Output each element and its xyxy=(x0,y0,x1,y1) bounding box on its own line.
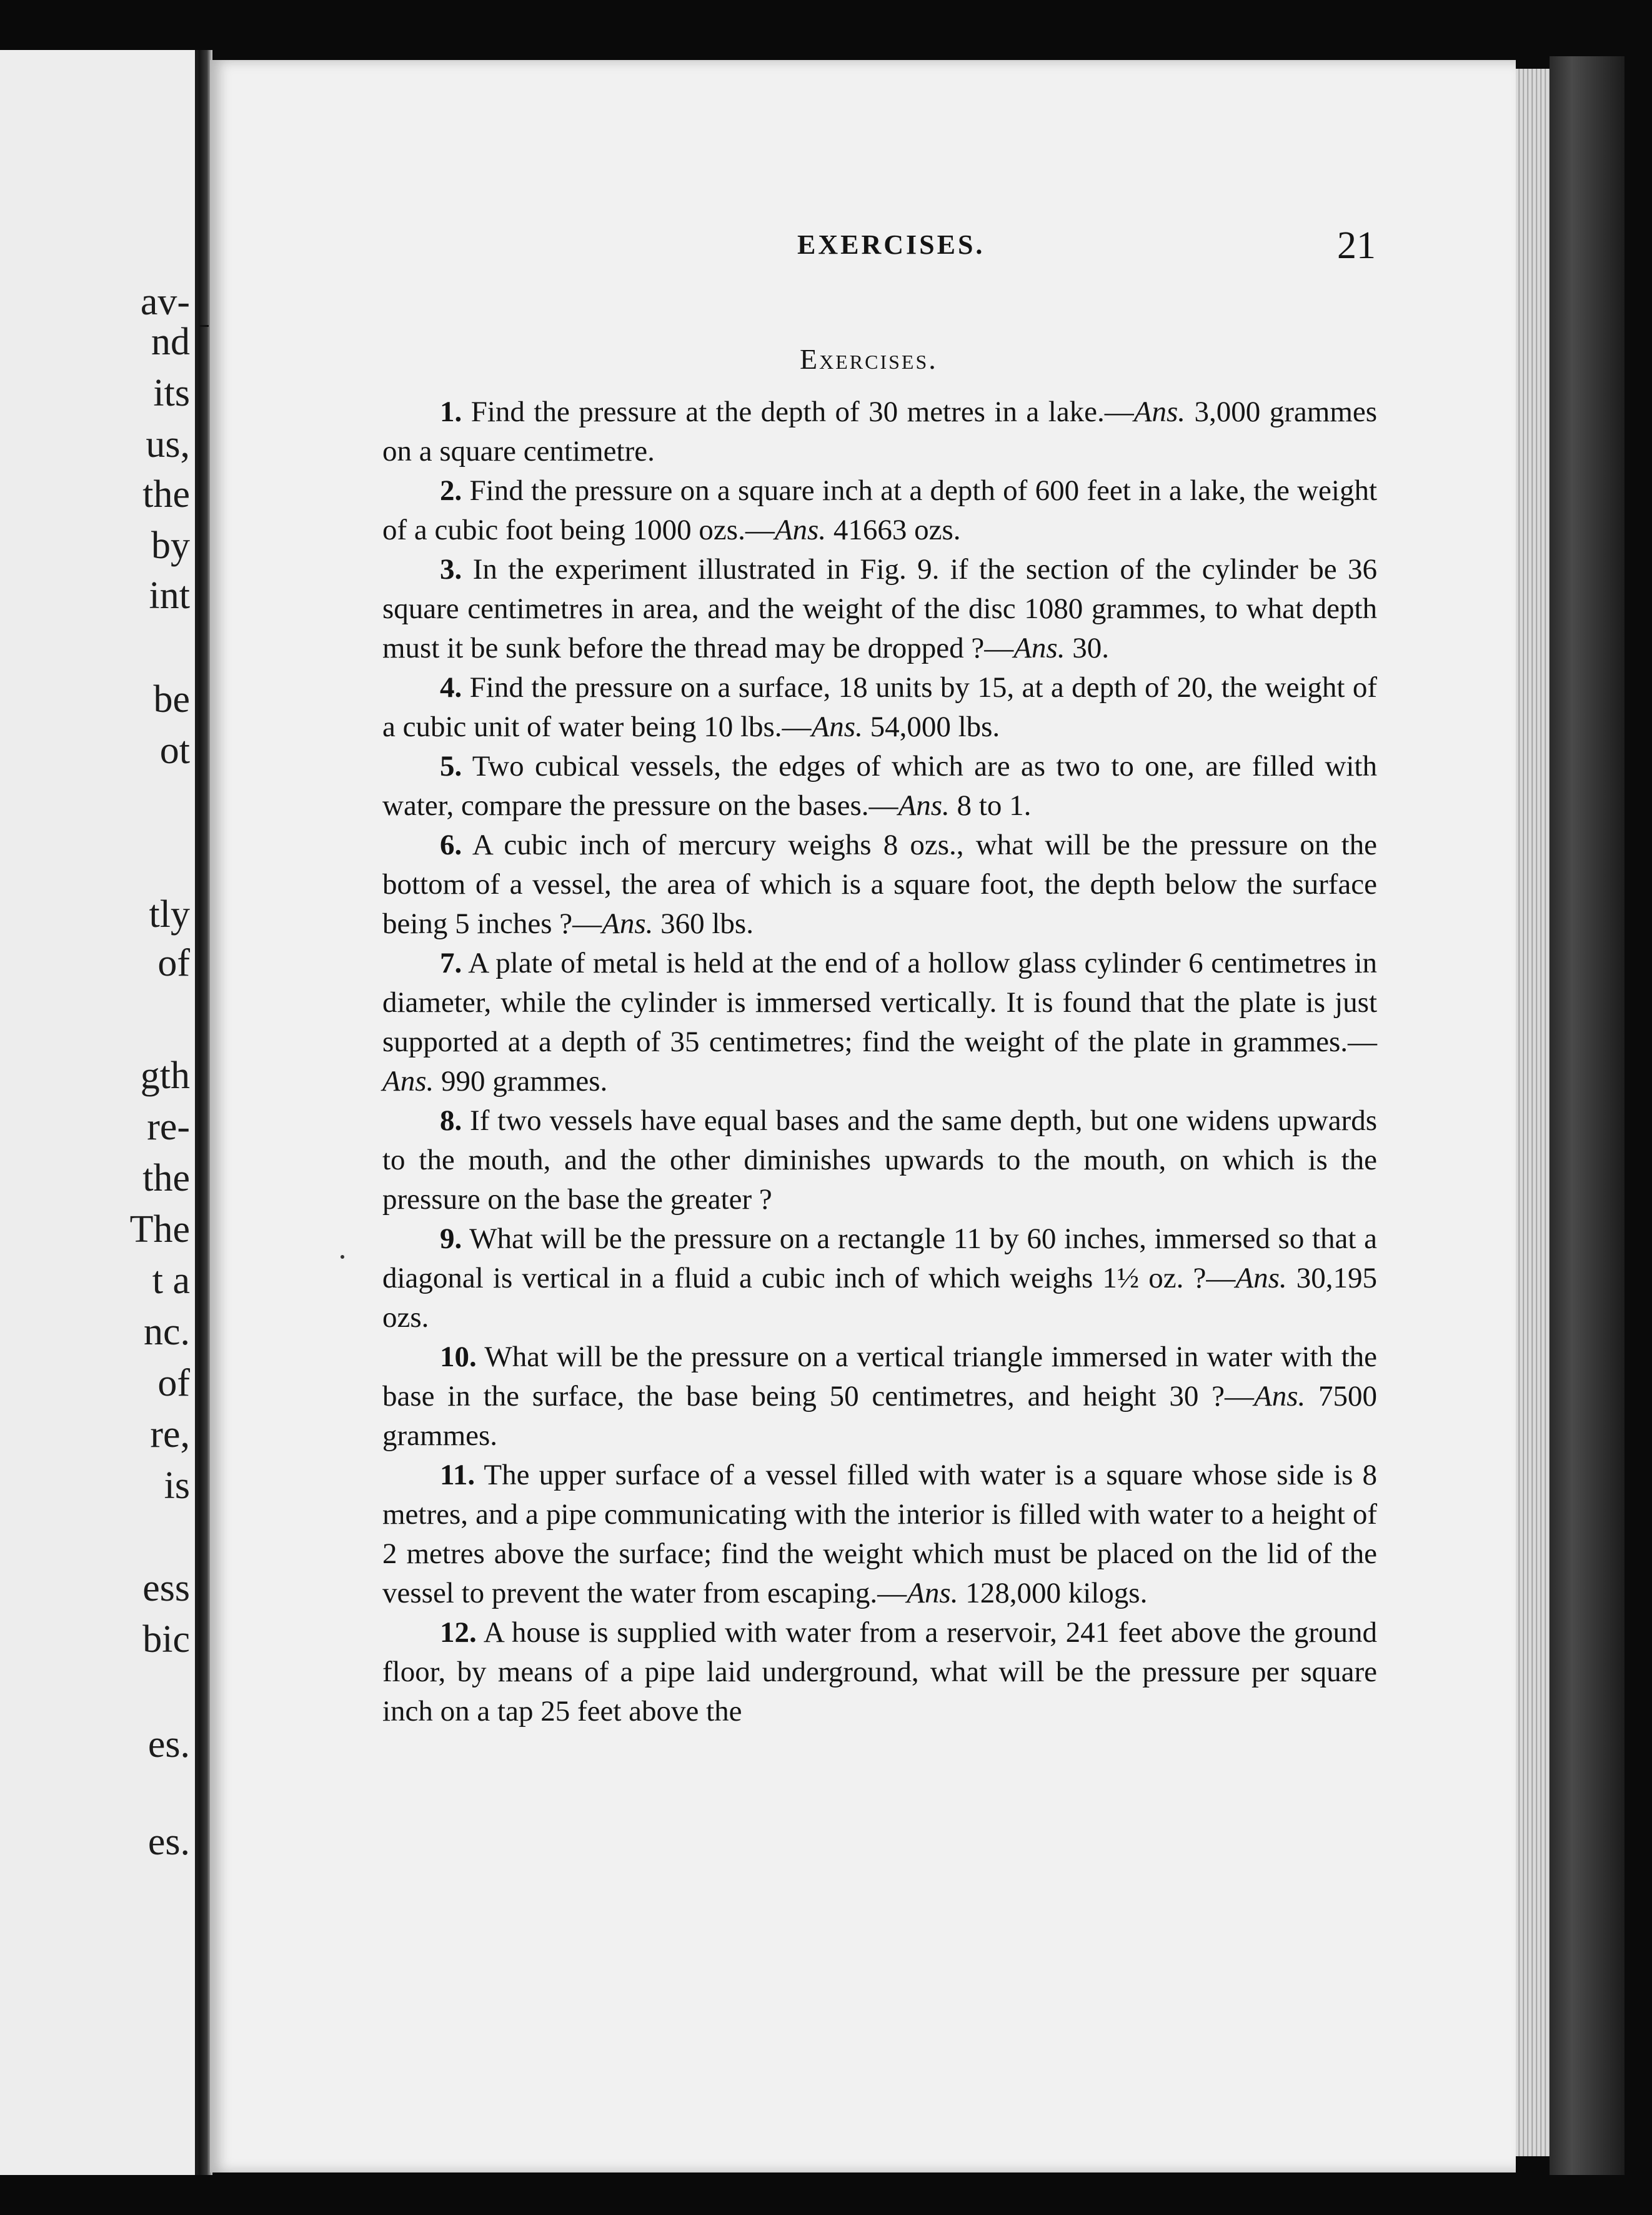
answer-value: 54,000 lbs. xyxy=(870,711,1000,743)
exercise-number: 3. xyxy=(440,553,462,586)
exercise-text: What will be the pressure on a rectangle 11 by 60 inches, immersed so that a diagonal is vertical in a fluid a cubic inch of which weighs 1½ oz. ?— xyxy=(382,1222,1377,1294)
exercise-number: 8. xyxy=(440,1104,462,1137)
exercise-number: 5. xyxy=(440,750,462,782)
exercise-number: 6. xyxy=(440,829,462,861)
left-page-fragment: is xyxy=(164,1464,190,1507)
left-page-fragment: int xyxy=(149,574,190,617)
exercise-text: A cubic inch of mercury weighs 8 ozs., what will be the pressure on the bottom of a vessel, the area of which is a square foot, the depth below the surface being 5 inches ?— xyxy=(382,829,1377,940)
answer-value: 30,195 ozs. xyxy=(382,1262,1377,1334)
exercise-text: Find the pressure on a surface, 18 units by 15, at a depth of 20, the weight of a cubic unit of water being 10 lbs.— xyxy=(382,671,1377,743)
page-edges xyxy=(1516,69,1550,2156)
left-page-fragment: the xyxy=(142,1157,190,1199)
answer-value: 30. xyxy=(1072,632,1109,664)
answer-value: 990 grammes. xyxy=(441,1065,608,1098)
answer-value: 8 to 1. xyxy=(957,789,1032,822)
left-page-fragment: tly xyxy=(149,893,190,936)
exercise-item xyxy=(382,392,1377,471)
answer-value: 41663 ozs. xyxy=(833,514,961,546)
left-page-fragment: be xyxy=(153,678,190,721)
exercise-text: In the experiment illustrated in Fig. 9. if the section of the cylinder be 36 square centimetres in area, and the weight of the disc 1080 grammes, to what depth must it be sunk before the thread may be dropped ?— xyxy=(382,553,1378,664)
answer-value: 3,000 grammes on a square centimetre. xyxy=(382,396,1378,468)
exercise-item xyxy=(382,944,1377,1101)
exercise-item xyxy=(382,668,1377,747)
exercise-number: 7. xyxy=(440,947,462,979)
answer-label: Ans. xyxy=(1235,1262,1287,1294)
answer-label: Ans. xyxy=(907,1577,958,1609)
exercise-number: 2. xyxy=(440,474,462,507)
exercise-item xyxy=(382,747,1377,826)
page-number: 21 xyxy=(1337,224,1376,267)
left-page-fragment: nc. xyxy=(143,1311,190,1353)
left-page-fragment: av- xyxy=(140,281,190,323)
exercise-text: Find the pressure at the depth of 30 metres in a lake.— xyxy=(470,396,1134,428)
left-page-fragment: ess xyxy=(142,1567,190,1609)
exercise-item xyxy=(382,826,1377,944)
left-page-fragment: es. xyxy=(147,1723,190,1766)
exercise-text: What will be the pressure on a vertical triangle immersed in water with the base in the surface, the base being 50 centimetres, and height 30 ?— xyxy=(382,1341,1377,1412)
exercise-number: 1. xyxy=(440,396,462,428)
answer-value: 360 lbs. xyxy=(660,908,754,940)
exercise-text: A house is supplied with water from a reservoir, 241 feet above the ground floor, by means of a pipe laid underground, what will be the pressure per square inch on a tap 25 feet above the xyxy=(382,1616,1377,1728)
left-page-fragment: bic xyxy=(142,1618,190,1661)
exercise-item xyxy=(382,1219,1377,1338)
answer-label: Ans. xyxy=(1013,632,1065,664)
left-page-fragment: t a xyxy=(152,1259,190,1302)
margin-mark xyxy=(200,325,209,327)
exercise-text: If two vessels have equal bases and the same depth, but one widens upwards to the mouth, and the other diminishes upwards to the mouth, on which is the pressure on the base the greater ? xyxy=(382,1104,1377,1216)
exercise-item xyxy=(382,1456,1377,1613)
left-page-fragment: of xyxy=(157,942,190,984)
section-title: Exercises. xyxy=(800,343,938,375)
answer-value: 7500 grammes. xyxy=(382,1380,1377,1452)
left-page-fragment: nd xyxy=(151,321,190,363)
exercise-list xyxy=(382,392,1377,1731)
exercise-number: 11. xyxy=(440,1459,475,1491)
exercise-number: 10. xyxy=(440,1341,477,1373)
left-facing-page xyxy=(0,50,199,2175)
running-head: EXERCISES. xyxy=(797,229,985,260)
answer-label: Ans. xyxy=(811,711,863,743)
answer-label: Ans. xyxy=(1253,1380,1306,1412)
exercise-number: 4. xyxy=(440,671,462,704)
answer-label: Ans. xyxy=(1133,396,1186,428)
print-speck xyxy=(341,1255,344,1259)
left-page-fragment: by xyxy=(151,524,190,567)
left-page-fragment: its xyxy=(153,372,190,414)
left-page-fragment: the xyxy=(142,473,190,516)
left-page-fragment: us, xyxy=(146,423,190,466)
left-page-fragment: of xyxy=(157,1362,190,1404)
left-page-fragment: re, xyxy=(150,1413,190,1456)
exercise-number: 12. xyxy=(440,1616,477,1649)
exercise-item xyxy=(382,550,1377,668)
book-cover-edge xyxy=(1550,56,1625,2175)
exercise-text: Find the pressure on a square inch at a depth of 600 feet in a lake, the weight of a cubic foot being 1000 ozs.— xyxy=(382,474,1378,546)
left-page-fragment: The xyxy=(129,1208,190,1251)
left-page-fragment: es. xyxy=(147,1821,190,1863)
answer-label: Ans. xyxy=(898,789,950,822)
exercise-item xyxy=(382,1338,1377,1456)
exercise-text: A plate of metal is held at the end of a hollow glass cylinder 6 centimetres in diameter, while the cylinder is immersed vertically. It is found that the plate is just supported at a depth of 35 centimetres; find the weight of the plate in grammes.— xyxy=(382,947,1377,1058)
exercise-number: 9. xyxy=(440,1222,462,1255)
answer-value: 128,000 kilogs. xyxy=(965,1577,1148,1609)
exercise-text: The upper surface of a vessel filled with water is a square whose side is 8 metres, and a pipe communicating with the interior is filled with water to a height of 2 metres above the surface; find the weight which must be placed on the lid of the vessel to prevent the water from escaping.— xyxy=(382,1459,1377,1609)
left-page-fragment: gth xyxy=(140,1054,190,1097)
answer-label: Ans. xyxy=(602,908,654,940)
exercise-item xyxy=(382,1613,1377,1731)
answer-label: Ans. xyxy=(774,514,827,546)
exercise-text: Two cubical vessels, the edges of which are as two to one, are filled with water, compare the pressure on the bases.— xyxy=(382,750,1377,822)
exercise-item xyxy=(382,471,1377,550)
exercise-item xyxy=(382,1101,1377,1219)
answer-label: Ans. xyxy=(382,1065,434,1098)
left-page-fragment: re- xyxy=(147,1106,190,1148)
left-page-fragment: ot xyxy=(159,729,190,772)
